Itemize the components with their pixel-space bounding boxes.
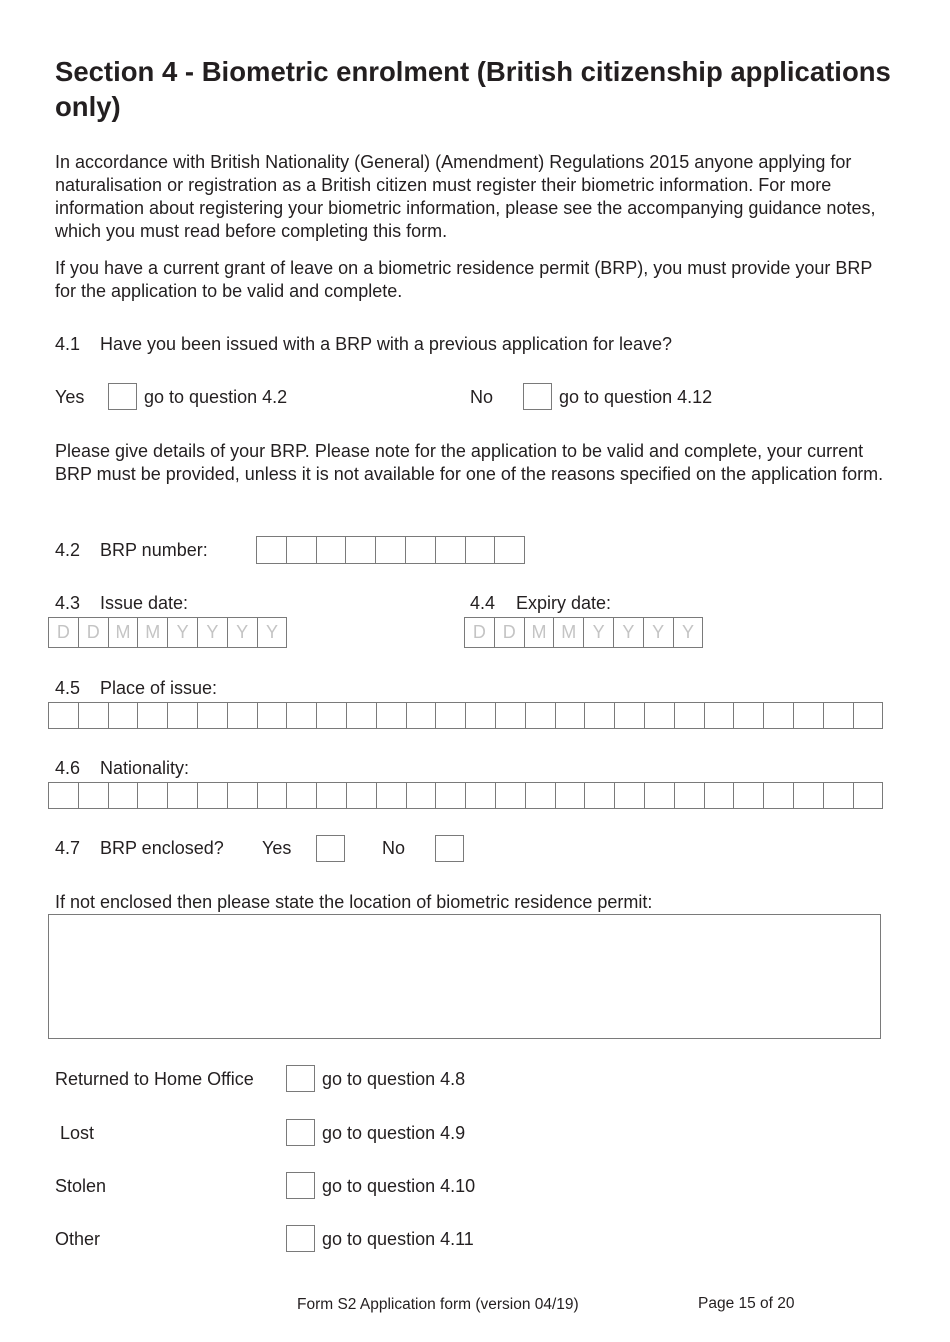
nationality-cell[interactable] (824, 783, 854, 808)
reason-label-stolen: Stolen (55, 1176, 107, 1196)
nationality-cell[interactable] (764, 783, 794, 808)
nationality-cell[interactable] (556, 783, 586, 808)
place-of-issue-cell[interactable] (49, 703, 79, 728)
brp-number-cell[interactable] (317, 537, 347, 563)
nationality-cell[interactable] (347, 783, 377, 808)
expiry-date-month-1[interactable]: M (525, 618, 555, 647)
place-of-issue-cell[interactable] (377, 703, 407, 728)
nationality-cell[interactable] (79, 783, 109, 808)
footer-form-version: Form S2 Application form (version 04/19) (297, 1296, 579, 1313)
reason-label-lost: Lost (60, 1123, 95, 1143)
q4-1-no-goto: go to question 4.12 (559, 387, 713, 407)
brp-number-cell[interactable] (376, 537, 406, 563)
nationality-cell[interactable] (228, 783, 258, 808)
q4-1-no-checkbox[interactable] (523, 383, 552, 410)
q4-1-yes-label: Yes (55, 387, 85, 407)
place-of-issue-cell[interactable] (556, 703, 586, 728)
place-of-issue-cell[interactable] (496, 703, 526, 728)
reason-other-checkbox[interactable] (286, 1225, 315, 1252)
place-of-issue-cell[interactable] (109, 703, 139, 728)
place-of-issue-input[interactable] (48, 702, 883, 729)
brp-number-cell[interactable] (257, 537, 287, 563)
place-of-issue-cell[interactable] (675, 703, 705, 728)
q4-7-label: BRP enclosed? (100, 838, 224, 858)
nationality-cell[interactable] (377, 783, 407, 808)
brp-number-cell[interactable] (406, 537, 436, 563)
place-of-issue-cell[interactable] (526, 703, 556, 728)
reason-goto-returned: go to question 4.8 (322, 1069, 466, 1089)
expiry-date-year-1[interactable]: Y (584, 618, 614, 647)
q4-6-number: 4.6 (55, 758, 81, 778)
nationality-cell[interactable] (854, 783, 884, 808)
brp-details-note: Please give details of your BRP. Please note for the application to be valid and complete, your current BRP must be provided, unless it is not available for one of the reasons specified on the application form. (55, 441, 884, 484)
nationality-cell[interactable] (436, 783, 466, 808)
issue-date-year-3[interactable]: Y (228, 618, 258, 647)
expiry-date-input[interactable] (464, 617, 703, 648)
nationality-cell[interactable] (466, 783, 496, 808)
expiry-date-day-1[interactable]: D (465, 618, 495, 647)
brp-number-cell[interactable] (495, 537, 525, 563)
place-of-issue-cell[interactable] (645, 703, 675, 728)
reason-label-other: Other (55, 1229, 101, 1249)
place-of-issue-cell[interactable] (585, 703, 615, 728)
nationality-cell[interactable] (109, 783, 139, 808)
place-of-issue-cell[interactable] (168, 703, 198, 728)
q4-5-label: Place of issue: (100, 678, 218, 698)
q4-6-label: Nationality: (100, 758, 190, 778)
q4-5-number: 4.5 (55, 678, 81, 698)
section-title: Section 4 - Biometric enrolment (British citizenship applications only) (55, 56, 891, 122)
nationality-cell[interactable] (168, 783, 198, 808)
brp-number-cell[interactable] (287, 537, 317, 563)
nationality-cell[interactable] (615, 783, 645, 808)
reason-label-returned: Returned to Home Office (55, 1069, 254, 1089)
nationality-cell[interactable] (496, 783, 526, 808)
place-of-issue-cell[interactable] (436, 703, 466, 728)
nationality-cell[interactable] (705, 783, 735, 808)
place-of-issue-cell[interactable] (198, 703, 228, 728)
q4-7-yes-label: Yes (262, 838, 292, 858)
nationality-cell[interactable] (675, 783, 705, 808)
location-prompt: If not enclosed then please state the location of biometric residence permit: (55, 892, 653, 912)
nationality-cell[interactable] (585, 783, 615, 808)
brp-number-cell[interactable] (346, 537, 376, 563)
place-of-issue-cell[interactable] (258, 703, 288, 728)
q4-7-no-label: No (382, 838, 406, 858)
brp-enclosed-yes-checkbox[interactable] (316, 835, 345, 862)
expiry-date-month-2[interactable]: M (554, 618, 584, 647)
place-of-issue-cell[interactable] (764, 703, 794, 728)
place-of-issue-cell[interactable] (734, 703, 764, 728)
q4-7-number: 4.7 (55, 838, 81, 858)
place-of-issue-cell[interactable] (79, 703, 109, 728)
place-of-issue-cell[interactable] (615, 703, 645, 728)
brp-enclosed-no-checkbox[interactable] (435, 835, 464, 862)
issue-date-month-1[interactable]: M (109, 618, 139, 647)
place-of-issue-cell[interactable] (854, 703, 884, 728)
reason-returned-checkbox[interactable] (286, 1065, 315, 1092)
q4-1-yes-checkbox[interactable] (108, 383, 137, 410)
brp-number-cell[interactable] (466, 537, 496, 563)
issue-date-year-2[interactable]: Y (198, 618, 228, 647)
nationality-cell[interactable] (258, 783, 288, 808)
reason-goto-lost: go to question 4.9 (322, 1123, 466, 1143)
reason-goto-stolen: go to question 4.10 (322, 1176, 476, 1196)
footer-page-number: Page 15 of 20 (698, 1295, 795, 1312)
nationality-cell[interactable] (794, 783, 824, 808)
nationality-cell[interactable] (138, 783, 168, 808)
expiry-date-day-2[interactable]: D (495, 618, 525, 647)
expiry-date-year-4[interactable]: Y (674, 618, 704, 647)
issue-date-month-2[interactable]: M (138, 618, 168, 647)
expiry-date-year-2[interactable]: Y (614, 618, 644, 647)
place-of-issue-cell[interactable] (466, 703, 496, 728)
expiry-date-year-3[interactable]: Y (644, 618, 674, 647)
place-of-issue-cell[interactable] (287, 703, 317, 728)
q4-1-no-label: No (470, 387, 494, 407)
q4-4-number: 4.4 (470, 593, 496, 613)
q4-1-yes-goto: go to question 4.2 (144, 387, 288, 407)
nationality-cell[interactable] (526, 783, 556, 808)
brp-number-input[interactable] (256, 536, 525, 564)
place-of-issue-cell[interactable] (317, 703, 347, 728)
place-of-issue-cell[interactable] (705, 703, 735, 728)
issue-date-year-4[interactable]: Y (258, 618, 288, 647)
q4-1-question: Have you been issued with a BRP with a previous application for leave? (100, 334, 673, 354)
place-of-issue-cell[interactable] (228, 703, 258, 728)
place-of-issue-cell[interactable] (347, 703, 377, 728)
intro-paragraph-1: In accordance with British Nationality (General) (Amendment) Regulations 2015 anyone applying for naturalisation or registration as a British citizen must register their biometric information. For more information about registering your biometric information, please see the accompanying guidance notes, which you must read before completing this form. (55, 152, 876, 241)
nationality-cell[interactable] (645, 783, 675, 808)
reason-lost-checkbox[interactable] (286, 1119, 315, 1146)
issue-date-year-1[interactable]: Y (168, 618, 198, 647)
issue-date-input[interactable] (48, 617, 287, 648)
issue-date-day-1[interactable]: D (49, 618, 79, 647)
nationality-cell[interactable] (49, 783, 79, 808)
brp-number-cell[interactable] (436, 537, 466, 563)
q4-1-number: 4.1 (55, 334, 81, 354)
intro-paragraph-2: If you have a current grant of leave on a biometric residence permit (BRP), you must provide your BRP for the application to be valid and complete. (55, 258, 873, 301)
brp-location-textarea[interactable] (48, 914, 881, 1039)
reason-goto-other: go to question 4.11 (322, 1229, 474, 1249)
place-of-issue-cell[interactable] (138, 703, 168, 728)
nationality-cell[interactable] (407, 783, 437, 808)
q4-4-label: Expiry date: (516, 593, 612, 613)
place-of-issue-cell[interactable] (407, 703, 437, 728)
issue-date-day-2[interactable]: D (79, 618, 109, 647)
q4-3-label: Issue date: (100, 593, 189, 613)
q4-2-number: 4.2 (55, 540, 81, 560)
place-of-issue-cell[interactable] (824, 703, 854, 728)
nationality-input[interactable] (48, 782, 883, 809)
nationality-cell[interactable] (198, 783, 228, 808)
q4-2-label: BRP number: (100, 540, 208, 560)
nationality-cell[interactable] (734, 783, 764, 808)
place-of-issue-cell[interactable] (794, 703, 824, 728)
reason-stolen-checkbox[interactable] (286, 1172, 315, 1199)
nationality-cell[interactable] (317, 783, 347, 808)
nationality-cell[interactable] (287, 783, 317, 808)
q4-3-number: 4.3 (55, 593, 81, 613)
